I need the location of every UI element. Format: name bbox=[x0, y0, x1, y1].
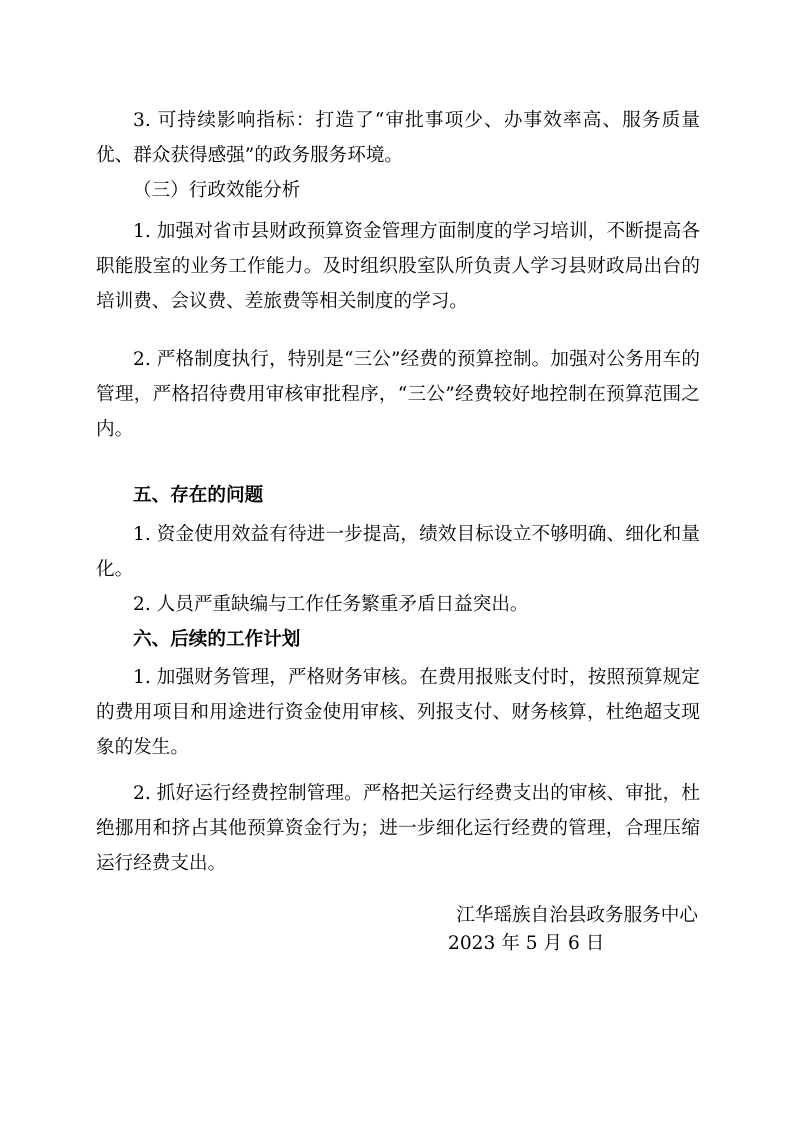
paragraph-three-public-expenses: 2. 严格制度执行，特别是“三公”经费的预算控制。加强对公务用车的管理，严格招待费用审核审批程序，“三公”经费较好地控制在预算范围之内。 bbox=[96, 349, 700, 440]
paragraph-problem-1: 1. 资金使用效益有待进一步提高，绩效目标设立不够明确、细化和量化。 bbox=[96, 524, 700, 580]
signature-organization: 江华瑶族自治县政务服务中心 bbox=[456, 905, 698, 926]
paragraph-sustainability-indicator: 3. 可持续影响指标：打造了“审批事项少、办事效率高、服务质量优、群众获得感强”的政务服务环境。 bbox=[96, 110, 700, 166]
paragraph-plan-1: 1. 加强财务管理，严格财务审核。在费用报账支付时，按照预算规定的费用项目和用途进行资金使用审核、列报支付、财务核算，杜绝超支现象的发生。 bbox=[96, 667, 700, 758]
signature-date: 2023 年 5 月 6 日 bbox=[448, 933, 605, 954]
subheading-administrative-efficiency: （三）行政效能分析 bbox=[133, 180, 301, 201]
paragraph-problem-2: 2. 人员严重缺编与工作任务繁重矛盾日益突出。 bbox=[133, 594, 529, 615]
paragraph-training: 1. 加强对省市县财政预算资金管理方面制度的学习培训，不断提高各职能股室的业务工作能力。及时组织股室队所负责人学习县财政局出台的培训费、会议费、差旅费等相关制度的学习。 bbox=[96, 221, 700, 312]
heading-follow-up-plan: 六、后续的工作计划 bbox=[133, 629, 301, 650]
paragraph-plan-2: 2. 抓好运行经费控制管理。严格把关运行经费支出的审核、审批，杜绝挪用和挤占其他预算资金行为；进一步细化运行经费的管理，合理压缩运行经费支出。 bbox=[96, 783, 700, 874]
heading-existing-problems: 五、存在的问题 bbox=[133, 485, 264, 506]
